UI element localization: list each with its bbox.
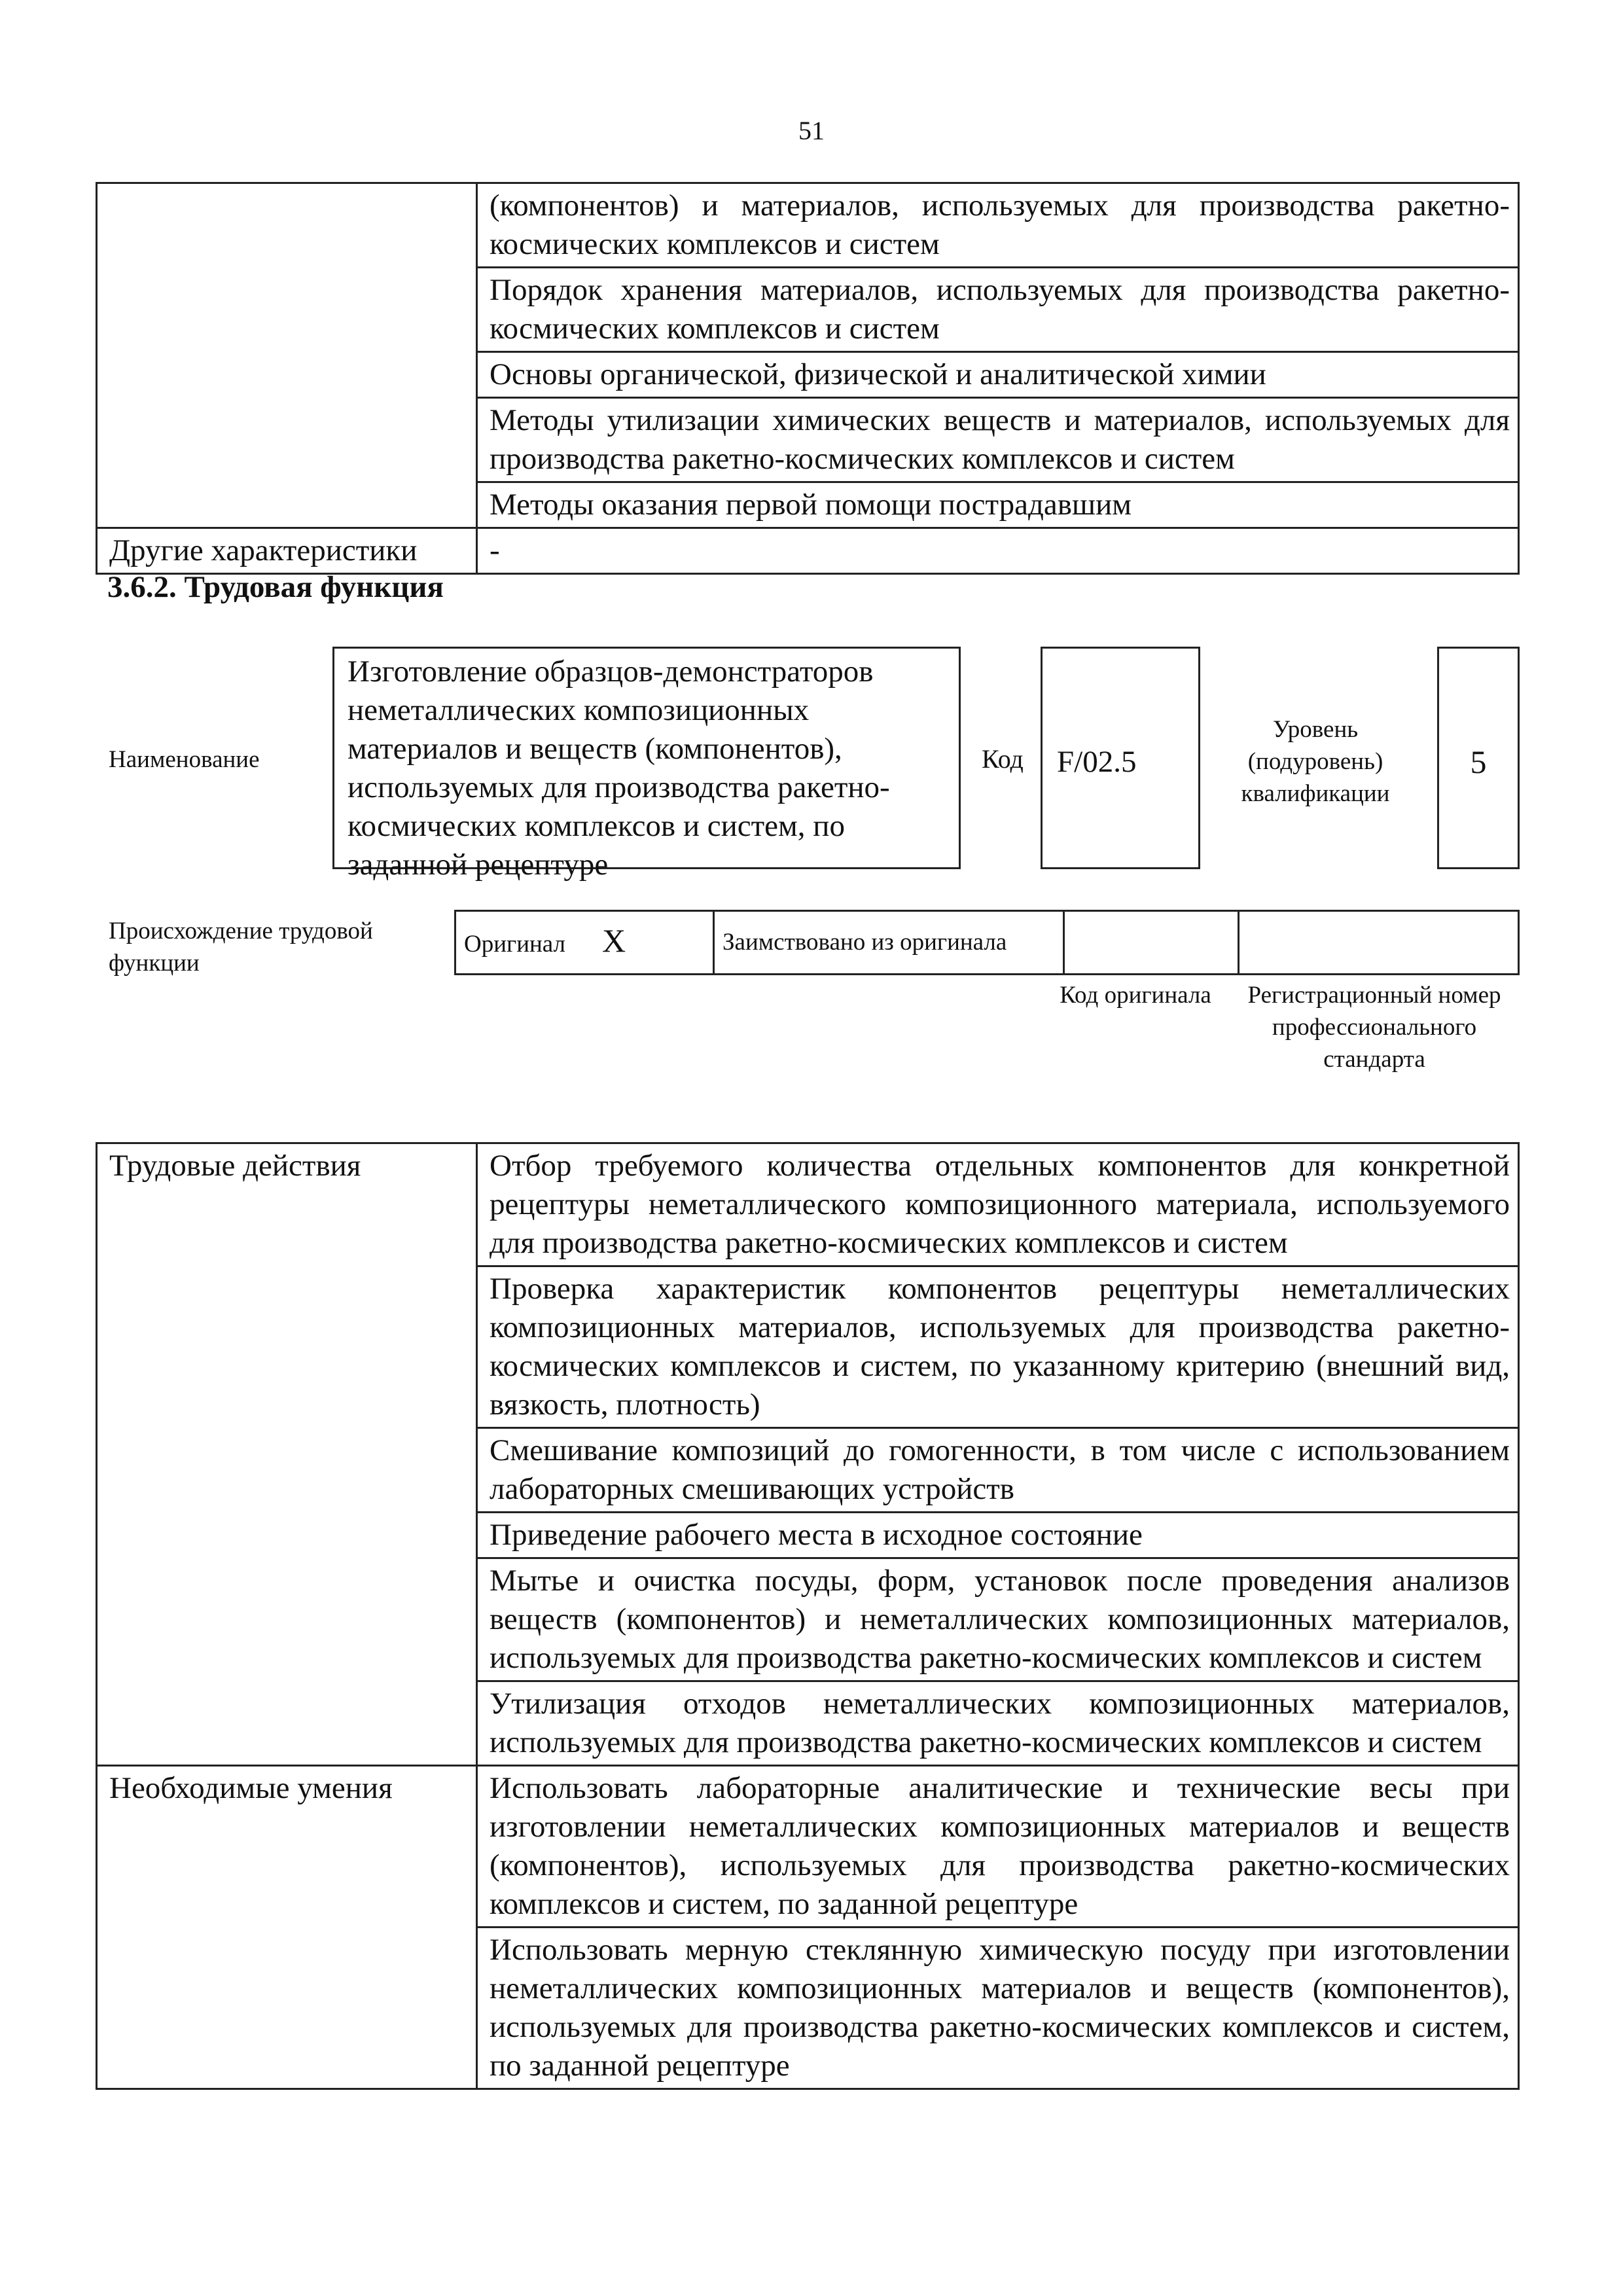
labor-actions-table: [96, 1142, 1520, 2090]
origin-table: [454, 910, 1520, 975]
knowledge-item: (компонентов) и материалов, используемых для производства ракетно-космических комплексов и систем: [477, 183, 1519, 268]
action-item: Приведение рабочего места в исходное состояние: [477, 1513, 1519, 1558]
registration-number-caption: Регистрационный номер профессионального стандарта: [1247, 982, 1501, 1073]
table-row: [455, 911, 1519, 975]
knowledge-item: Методы оказания первой помощи пострадавшим: [477, 482, 1519, 528]
other-characteristics-label: Другие характеристики: [97, 528, 477, 574]
original-cell: [455, 911, 714, 975]
qualification-level-box: 5: [1437, 647, 1520, 869]
skills-label: Необходимые умения: [97, 1766, 477, 2089]
skill-item: Использовать мерную стеклянную химическую посуду при изготовлении неметаллических композиционных материалов и веществ (компонентов), используемых для производства ракетно-космических комплексов и систем, по заданной рецептуре: [477, 1928, 1519, 2089]
action-item: Утилизация отходов неметаллических композиционных материалов, используемых для производства ракетно-космических комплексов и систем: [477, 1681, 1519, 1766]
code-label: Код: [982, 744, 1024, 774]
knowledge-item: Основы органической, физической и аналитической химии: [477, 352, 1519, 398]
action-item: Мытье и очистка посуды, форм, установок после проведения анализов веществ (компонентов) и неметаллических композиционных материалов, используемых для производства ракетно-космических комплексов и систем: [477, 1558, 1519, 1681]
action-item: Отбор требуемого количества отдельных компонентов для конкретной рецептуры неметаллического композиционного материала, используемого для производства ракетно-космических комплексов и систем: [477, 1143, 1519, 1266]
table-cell-empty: [97, 183, 477, 528]
action-item: Смешивание композиций до гомогенности, в том числе с использованием лабораторных смешивающих устройств: [477, 1428, 1519, 1513]
page-number: 51: [798, 116, 825, 145]
section-title: 3.6.2. Трудовая функция: [107, 570, 444, 604]
action-item: Проверка характеристик компонентов рецептуры неметаллических композиционных материалов, используемых для производства ракетно-космических комплексов и систем, по указанному критерию (внешний вид, вязкость, плотность): [477, 1266, 1519, 1428]
name-label: Наименование: [109, 746, 260, 773]
actions-label: Трудовые действия: [97, 1143, 477, 1766]
original-code-cell: [1064, 911, 1239, 975]
table-row: [97, 528, 1519, 574]
origin-label: Происхождение трудовой функции: [109, 918, 373, 977]
other-characteristics-value: -: [477, 528, 1519, 574]
original-mark: X: [602, 922, 626, 959]
original-code-caption: Код оригинала: [1060, 982, 1211, 1009]
knowledge-table-continued: [96, 182, 1520, 575]
original-label: Оригинал: [464, 931, 566, 958]
skill-item: Использовать лабораторные аналитические и технические весы при изготовлении неметаллических композиционных материалов и веществ (компонентов), используемых для производства ракетно-космических комплексов и систем, по заданной рецептуре: [477, 1766, 1519, 1928]
knowledge-item: Методы утилизации химических веществ и материалов, используемых для производства ракетно-космических комплексов и систем: [477, 398, 1519, 482]
knowledge-item: Порядок хранения материалов, используемых для производства ракетно-космических комплексов и систем: [477, 268, 1519, 352]
borrowed-label: Заимствовано из оригинала: [714, 911, 1064, 975]
registration-number-cell: [1239, 911, 1519, 975]
table-row: [97, 183, 1519, 268]
table-row: [97, 1766, 1519, 1928]
function-code-box: F/02.5: [1041, 647, 1200, 869]
qualification-level-label: Уровень (подуровень) квалификации: [1241, 716, 1390, 807]
table-row: [97, 1143, 1519, 1266]
function-name-box: Изготовление образцов-демонстраторов неметаллических композиционных материалов и веществ (компонентов), используемых для производства ракетно-космических комплексов и систем, по заданной рецептуре: [332, 647, 961, 869]
